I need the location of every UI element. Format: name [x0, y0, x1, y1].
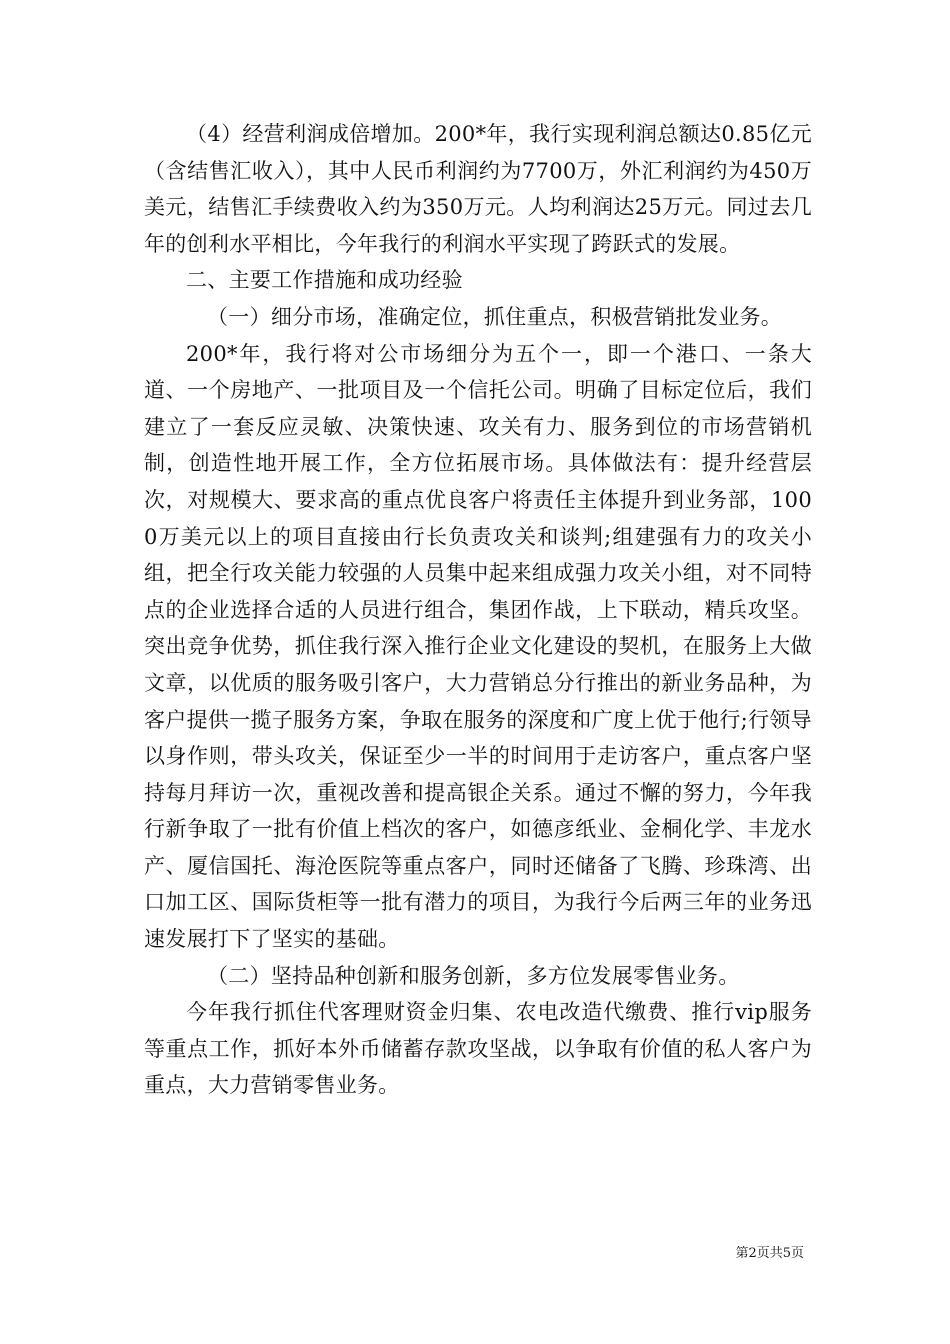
- document-body: [144, 116, 812, 1104]
- subheading-wholesale-marketing: （一）细分市场，准确定位，抓住重点，积极营销批发业务。: [207, 304, 783, 329]
- page-number-footer: 第2页共5页: [735, 1246, 804, 1261]
- subheading-retail-business: （二）坚持品种创新和服务创新，多方位发展零售业务。: [207, 963, 740, 988]
- paragraph-wholesale-details: 200*年，我行将对公市场细分为五个一，即一个港口、一条大道、一个房地产、一批项目及一个信托公司。明确了目标定位后，我们建立了一套反应灵敏、决策快速、攻关有力、服务到位的市场营销机制，创造性地开展工作，全方位拓展市场。具体做法有：提升经营层次，对规模大、要求高的重点优良客户将责任主体提升到业务部，1000万美元以上的项目直接由行长负责攻关和谈判;组建强有力的攻关小组，把全行攻关能力较强的人员集中起来组成强力攻关小组，对不同特点的企业选择合适的人员进行组合，集团作战，上下联动，精兵攻坚。突出竞争优势，抓住我行深入推行企业文化建设的契机，在服务上大做文章，以优质的服务吸引客户，大力营销总分行推出的新业务品种，为客户提供一揽子服务方案，争取在服务的深度和广度上优于他行;行领导以身作则，带头攻关，保证至少一半的时间用于走访客户，重点客户坚持每月拜访一次，重视改善和提高银企关系。通过不懈的努力，今年我行新争取了一批有价值上档次的客户，如德彦纸业、金桐化学、丰龙水产、厦信国托、海沧医院等重点客户，同时还储备了飞腾、珍珠湾、出口加工区、国际货柜等一批有潜力的项目，为我行今后两三年的业务迅速发展打下了坚实的基础。: [144, 341, 812, 952]
- section-heading-measures: 二、主要工作措施和成功经验: [186, 268, 463, 293]
- paragraph-retail-details: 今年我行抓住代客理财资金归集、农电改造代缴费、推行vip服务等重点工作，抓好本外币储蓄存款攻坚战，以争取有价值的私人客户为重点，大力营销零售业务。: [144, 1000, 812, 1098]
- paragraph-profit-growth: （4）经营利润成倍增加。200*年，我行实现利润总额达0.85亿元（含结售汇收入），其中人民币利润约为7700万，外汇利润约为450万美元，结售汇手续费收入约为350万元。人均利润达25万元。同过去几年的创利水平相比，今年我行的利润水平实现了跨跃式的发展。: [144, 122, 812, 256]
